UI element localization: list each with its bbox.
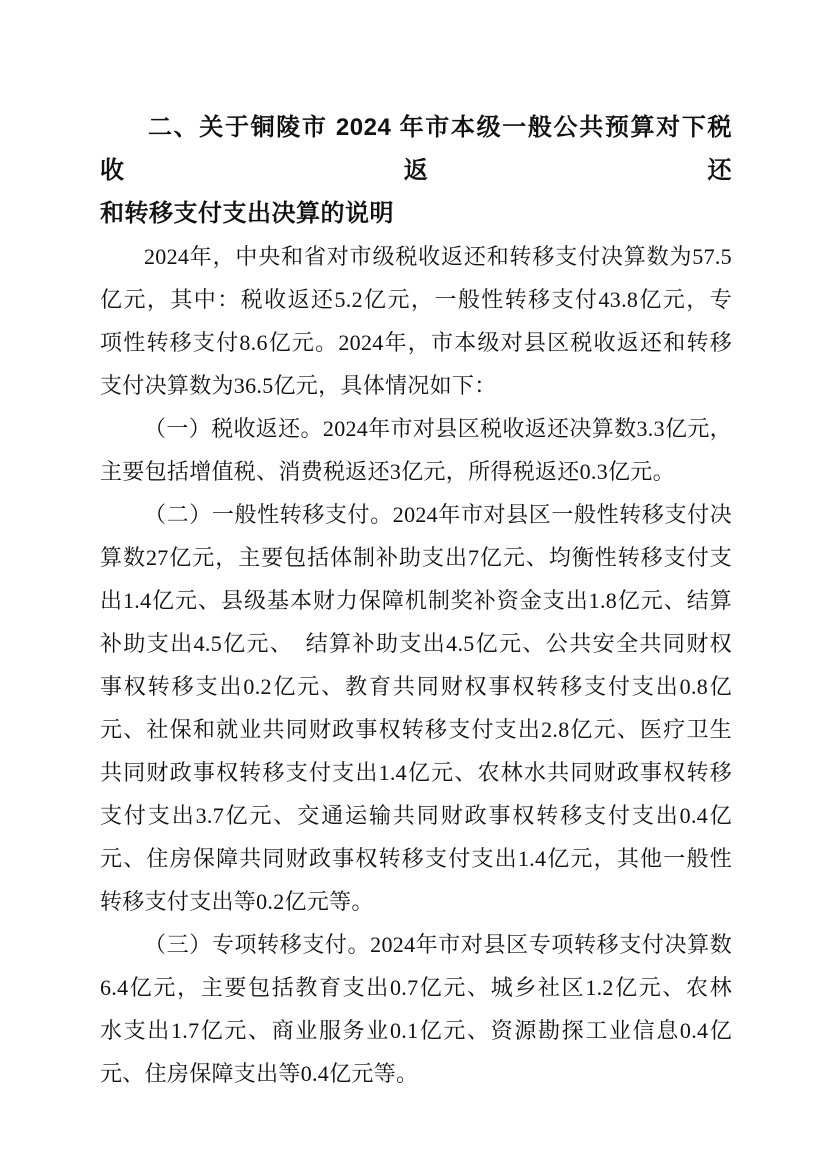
text-line: 元、住房保障支出等0.4亿元等。 <box>100 1061 419 1086</box>
document-heading <box>100 106 732 235</box>
paragraph <box>100 407 732 493</box>
text-line: 元、住房保障共同财政事权转移支付支出1.4亿元，其他一般性 <box>100 846 732 871</box>
text-line: 事权转移支出0.2亿元、教育共同财权事权转移支付支出0.8亿 <box>100 674 732 699</box>
text-line: 补助支出4.5亿元、 结算补助支出4.5亿元、公共安全共同财权 <box>100 631 732 656</box>
document-content <box>100 106 732 1095</box>
text-line: 2024年，中央和省对市级税收返还和转移支付决算数为57.5 <box>144 244 732 269</box>
text-line: 共同财政事权转移支付支出1.4亿元、农林水共同财政事权转移 <box>100 760 732 785</box>
text-line: （三）专项转移支付。2024年市对县区专项转移支付决算数 <box>144 932 732 957</box>
text-line: 支付支出3.7亿元、交通运输共同财政事权转移支付支出0.4亿 <box>100 803 732 828</box>
text-line: 主要包括增值税、消费税返还3亿元，所得税返还0.3亿元。 <box>100 459 675 484</box>
text-line: 出1.4亿元、县级基本财力保障机制奖补资金支出1.8亿元、结算 <box>100 588 732 613</box>
heading-line: 二、关于铜陵市 2024 年市本级一般公共预算对下税收返还 <box>100 114 732 184</box>
text-line: （二）一般性转移支付。2024年市对县区一般性转移支付决 <box>144 502 732 527</box>
paragraph <box>100 923 732 1095</box>
text-line: 算数27亿元，主要包括体制补助支出7亿元、均衡性转移支付支 <box>100 545 732 570</box>
text-line: 转移支付支出等0.2亿元等。 <box>100 889 374 914</box>
text-line: 元、社保和就业共同财政事权转移支付支出2.8亿元、医疗卫生 <box>100 717 732 742</box>
text-line: 支付决算数为36.5亿元，具体情况如下： <box>100 373 497 398</box>
paragraph <box>100 235 732 407</box>
text-line: 6.4亿元，主要包括教育支出0.7亿元、城乡社区1.2亿元、农林 <box>100 975 732 1000</box>
text-line: 水支出1.7亿元、商业服务业0.1亿元、资源勘探工业信息0.4亿 <box>100 1018 732 1043</box>
text-line: （一）税收返还。2024年市对县区税收返还决算数3.3亿元， <box>144 416 732 441</box>
text-line: 亿元，其中：税收返还5.2亿元，一般性转移支付43.8亿元，专 <box>100 287 732 312</box>
heading-line: 和转移支付支出决算的说明 <box>100 200 394 227</box>
text-line: 项性转移支付8.6亿元。2024年，市本级对县区税收返还和转移 <box>100 330 732 355</box>
paragraph <box>100 493 732 923</box>
